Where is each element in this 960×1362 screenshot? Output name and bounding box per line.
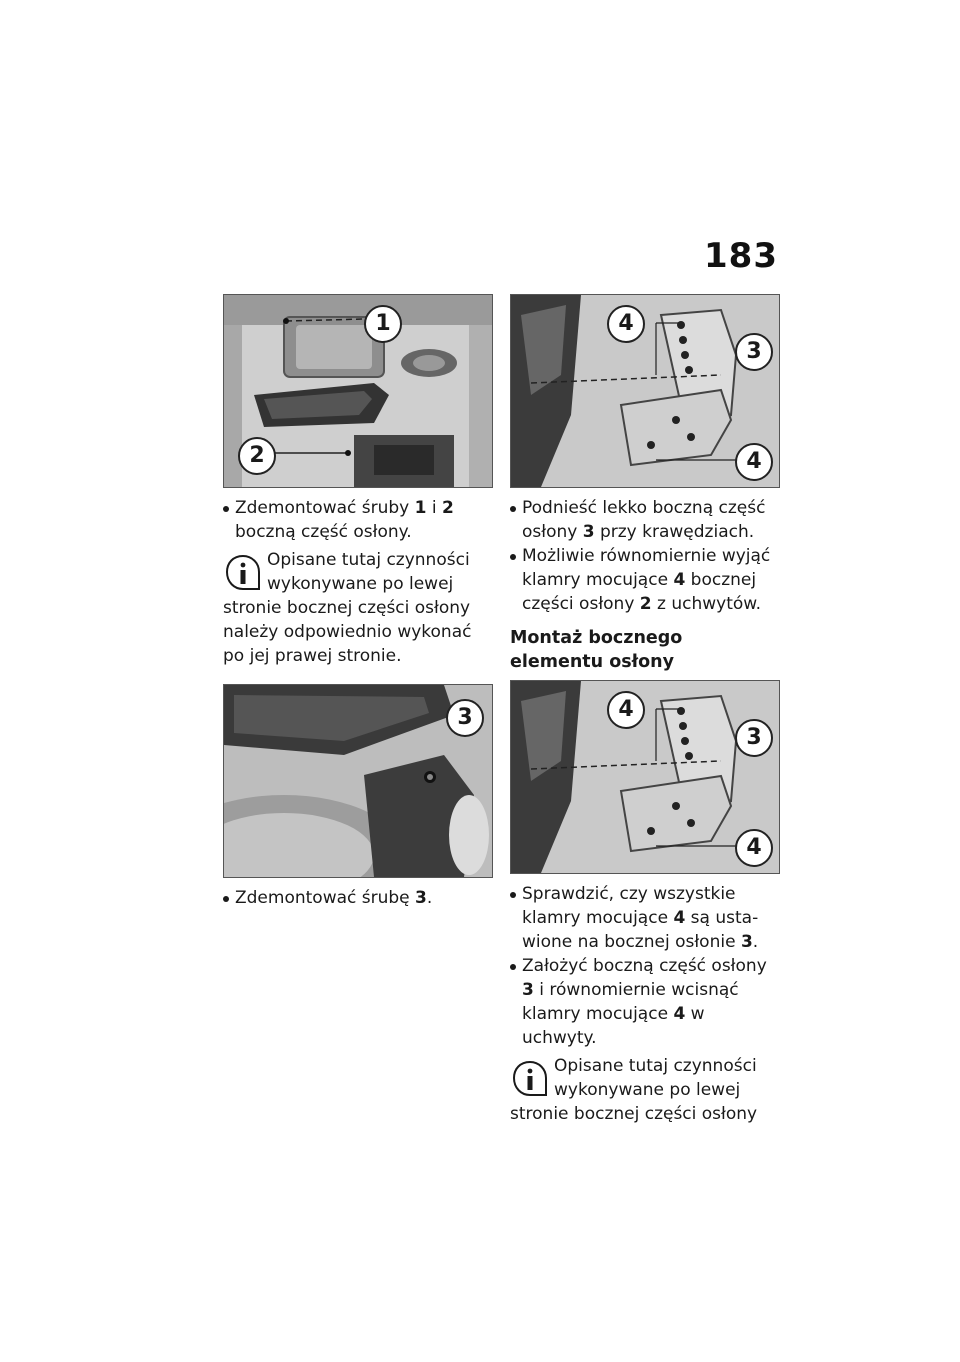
step-text: są usta- wione na bocznej osłonie	[522, 908, 759, 952]
step-check-clips	[510, 882, 780, 954]
bullet-dot	[510, 964, 516, 970]
step-text: w uchwyty.	[522, 1004, 705, 1048]
bullet-dot	[223, 506, 229, 512]
callout-3: 3	[735, 719, 773, 757]
figure-screw-3	[223, 684, 493, 878]
step-text: .	[752, 932, 759, 952]
step-text: przy krawędziach.	[594, 522, 755, 542]
callout-4-bottom: 4	[735, 443, 773, 481]
section-heading: Montaż bocznego elementu osłony	[510, 628, 683, 672]
callout-1: 1	[364, 305, 402, 343]
callout-3: 3	[446, 699, 484, 737]
ref-number: 2	[442, 498, 454, 518]
ref-number: 2	[639, 594, 652, 614]
bullet-dot	[510, 506, 516, 512]
ref-number: 4	[673, 908, 686, 928]
info-note	[510, 1054, 780, 1126]
step-text: Podnieść lekko boczną część osłony	[522, 498, 766, 542]
note-text: wykonywane po lewej	[267, 574, 454, 594]
step-lift-panel	[510, 496, 780, 544]
figure-screws-1-2	[223, 294, 493, 488]
figure-side-panel-removal	[510, 294, 780, 488]
info-icon	[225, 554, 261, 594]
note-text: stronie bocznej części osłony należy odpowiednio wykonać po jej prawej stronie.	[223, 598, 472, 666]
note-text: wykonywane po lewej	[554, 1080, 741, 1100]
step-text: i równomiernie wcisnąć klamry mocujące	[522, 980, 739, 1024]
ref-number: 4	[673, 1004, 686, 1024]
ref-number: 3	[582, 522, 595, 542]
step-remove-clips	[510, 544, 780, 616]
callout-4-top: 4	[607, 305, 645, 343]
bullet-dot	[223, 896, 229, 902]
step-text: bocznej części osłony	[522, 570, 757, 614]
step-text: Zdemontować śrubę	[235, 888, 416, 908]
step-install-panel	[510, 954, 780, 1050]
step-text: Możliwie równomiernie wyjąć klamry mocujące	[522, 546, 771, 590]
step-remove-screws	[223, 496, 493, 544]
callout-4-bottom: 4	[735, 829, 773, 867]
step-text: .	[426, 888, 433, 908]
note-text: stronie bocznej części osłony	[510, 1104, 758, 1124]
bullet-dot	[510, 892, 516, 898]
step-text: Zdemontować śruby	[235, 498, 415, 518]
page-number: 183	[704, 236, 778, 276]
callout-3: 3	[735, 333, 773, 371]
ref-number: 3	[522, 980, 534, 1000]
step-text: boczną część osłony.	[235, 522, 412, 542]
info-note	[223, 548, 493, 668]
figure-side-panel-install	[510, 680, 780, 874]
ref-number: 3	[740, 932, 753, 952]
ref-number: 3	[415, 888, 427, 908]
callout-4-top: 4	[607, 691, 645, 729]
step-remove-screw-3	[223, 886, 493, 910]
callout-2: 2	[238, 437, 276, 475]
step-text: Sprawdzić, czy wszystkie klamry mocujące	[522, 884, 736, 928]
info-icon	[512, 1060, 548, 1100]
right-column	[510, 294, 780, 1126]
note-text: Opisane tutaj czynności	[267, 550, 470, 570]
ref-number: 1	[414, 498, 427, 518]
step-text: Założyć boczną część osłony	[522, 956, 767, 976]
left-column	[223, 294, 493, 910]
step-text: i	[426, 498, 443, 518]
step-text: z uchwytów.	[651, 594, 762, 614]
bullet-dot	[510, 554, 516, 560]
note-text: Opisane tutaj czynności	[554, 1056, 757, 1076]
ref-number: 4	[673, 570, 686, 590]
